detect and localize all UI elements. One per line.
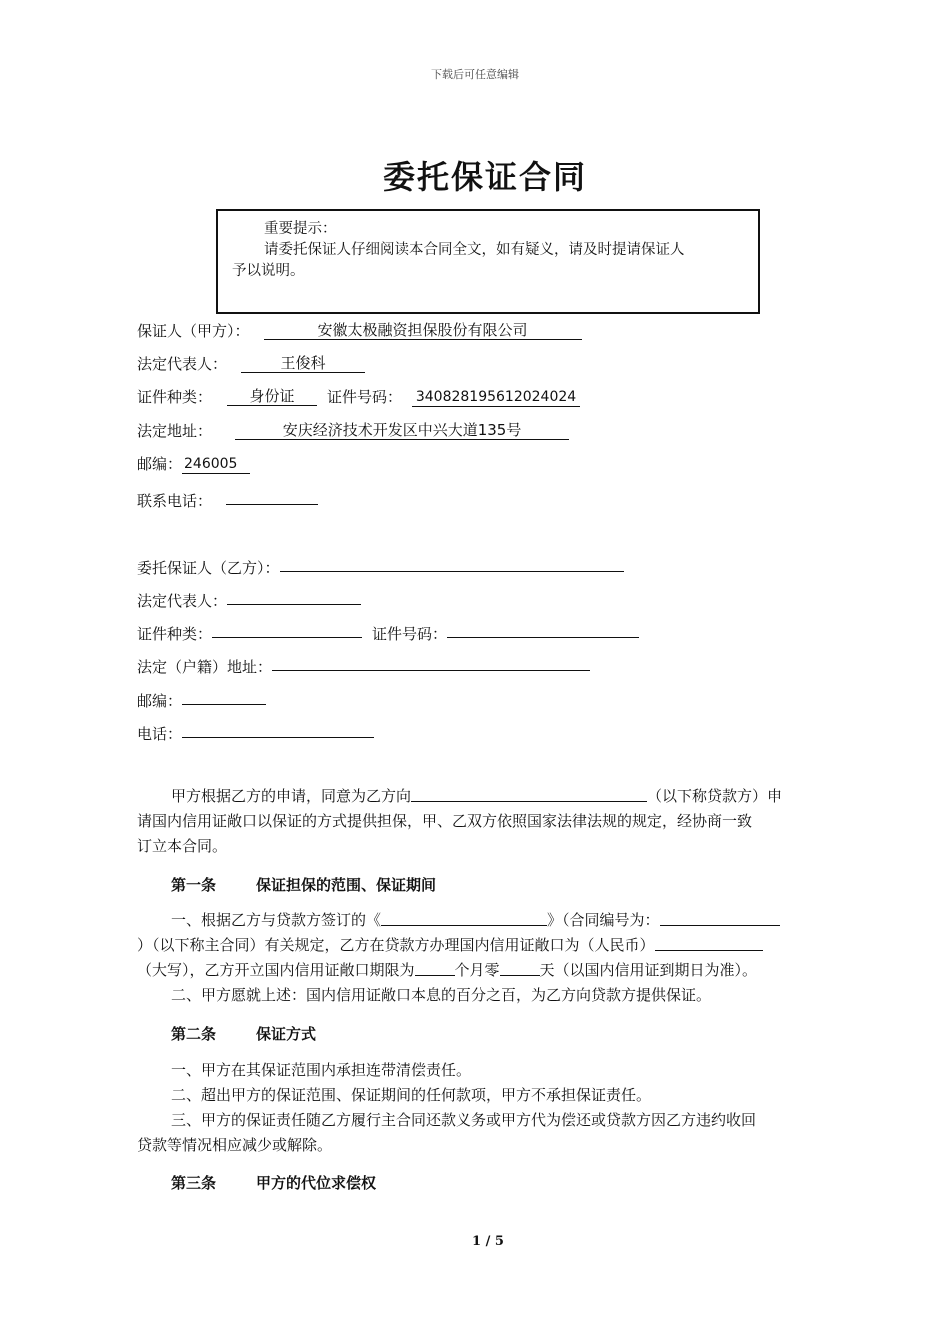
party-a-address-row: [137, 420, 569, 442]
main-contract-name-blank[interactable]: [381, 909, 547, 926]
party-b-rep-blank[interactable]: [227, 586, 361, 605]
party-a-postcode-label: 邮编：: [137, 455, 183, 473]
notice-body-line1: 请委托保证人仔细阅读本合同全文，如有疑义，请及时提请保证人: [264, 242, 685, 258]
article-2-body: [137, 1058, 827, 1158]
intro-line2: 请国内信用证敞口以保证的方式提供担保，甲、乙双方依照国家法律法规的规定，经协商一致: [137, 812, 753, 830]
page-number: 1 / 5: [472, 1234, 504, 1249]
party-a-name: 安徽太极融资担保股份有限公司: [264, 321, 582, 340]
party-b-phone-blank[interactable]: [182, 719, 374, 738]
article-2-p2: 二、超出甲方的保证范围、保证期间的任何款项，甲方不承担保证责任。: [171, 1086, 652, 1104]
party-a-rep: 王俊科: [241, 354, 365, 373]
party-b-label: 委托保证人（乙方）：: [137, 559, 280, 577]
article-2-p3-line1: 三、甲方的保证责任随乙方履行主合同还款义务或甲方代为偿还或贷款方因乙方违约收回: [171, 1111, 757, 1129]
party-b-id-type-blank[interactable]: [212, 619, 362, 638]
intro-line3: 订立本合同。: [137, 837, 228, 855]
article-1-p1-b: 》（合同编号为：: [547, 911, 660, 929]
article-1-p1-d: （大写），乙方开立国内信用证敞口期限为: [137, 961, 415, 979]
article-2-title: 保证方式: [256, 1025, 317, 1043]
party-a-id-no-label: 证件号码：: [327, 388, 403, 406]
party-b-postcode-row: [137, 686, 266, 708]
party-b-address-blank[interactable]: [272, 652, 590, 671]
lender-blank[interactable]: [411, 785, 647, 802]
party-b-rep-label: 法定代表人：: [137, 592, 228, 610]
days-blank[interactable]: [500, 959, 540, 976]
article-1-p1-e: 个月零: [454, 961, 500, 979]
article-2-heading: [171, 1023, 316, 1044]
months-blank[interactable]: [415, 959, 455, 976]
party-a-phone-row: [137, 486, 318, 508]
party-a-id-row: [137, 386, 580, 408]
article-1-body: [137, 908, 827, 1008]
article-1-heading: [171, 874, 436, 895]
article-1-p1-line1: [137, 908, 827, 933]
party-a-address-label: 法定地址：: [137, 422, 213, 440]
party-b-name-row: [137, 553, 624, 575]
article-2-number: 第二条: [171, 1025, 217, 1043]
intro-paragraph: [137, 784, 827, 859]
article-3-title: 甲方的代位求偿权: [256, 1174, 377, 1192]
party-b-address-label: 法定（户籍）地址：: [137, 658, 273, 676]
party-b-address-row: [137, 652, 590, 674]
article-1-p1-a: 一、根据乙方与贷款方签订的《: [171, 911, 382, 929]
article-3-number: 第三条: [171, 1174, 217, 1192]
article-1-p1-c: ）（以下称主合同）有关规定，乙方在贷款方办理国内信用证敞口为（人民币）: [137, 936, 655, 954]
document-title: 委托保证合同: [382, 158, 587, 196]
party-a-phone-blank[interactable]: [226, 486, 318, 505]
party-b-id-row: [137, 619, 639, 641]
article-1-title: 保证担保的范围、保证期间: [256, 876, 437, 894]
intro-line1-start: 甲方根据乙方的申请，同意为乙方向: [171, 787, 412, 805]
article-1-number: 第一条: [171, 876, 217, 894]
party-b-id-no-blank[interactable]: [447, 619, 639, 638]
intro-line1: [137, 784, 827, 809]
article-2-p1: 一、甲方在其保证范围内承担连带清偿责任。: [171, 1061, 472, 1079]
party-a-phone-label: 联系电话：: [137, 492, 213, 510]
party-b-name-blank[interactable]: [280, 553, 624, 572]
header-note: 下载后可任意编辑: [431, 68, 519, 81]
article-3-heading: [171, 1172, 376, 1193]
party-b-id-type-label: 证件种类：: [137, 625, 213, 643]
party-a-postcode: 246005: [182, 455, 250, 474]
party-a-address: 安庆经济技术开发区中兴大道135号: [235, 421, 569, 440]
party-a-id-type-label: 证件种类：: [137, 388, 213, 406]
party-b-postcode-label: 邮编：: [137, 692, 183, 710]
party-b-phone-row: [137, 719, 374, 741]
party-a-id-no: 340828195612024024: [412, 388, 580, 407]
contract-number-blank[interactable]: [660, 909, 780, 926]
party-a-rep-label: 法定代表人：: [137, 355, 228, 373]
article-2-p3-line2: 贷款等情况相应减少或解除。: [137, 1136, 333, 1154]
intro-line1-end: （以下称贷款方）申: [647, 787, 783, 805]
party-b-phone-label: 电话：: [137, 725, 183, 743]
notice-heading: 重要提示：: [264, 221, 337, 237]
article-1-p2: 二、甲方愿就上述：国内信用证敞口本息的百分之百，为乙方向贷款方提供保证。: [171, 986, 712, 1004]
article-1-p1-f: 天（以国内信用证到期日为准）。: [539, 961, 758, 979]
party-b-rep-row: [137, 586, 361, 608]
party-a-label: 保证人（甲方）：: [137, 322, 250, 340]
party-a-rep-row: [137, 353, 365, 375]
article-1-p1-line2: [137, 933, 827, 958]
party-a-id-type: 身份证: [227, 387, 317, 406]
party-b-id-no-label: 证件号码：: [372, 625, 448, 643]
party-b-postcode-blank[interactable]: [182, 686, 266, 705]
article-1-p1-line3: [137, 958, 827, 983]
party-a-name-row: [137, 320, 582, 342]
notice-box: [216, 209, 760, 314]
party-a-postcode-row: [137, 453, 250, 475]
amount-blank[interactable]: [655, 934, 763, 951]
notice-body-line2: 予以说明。: [232, 263, 305, 279]
